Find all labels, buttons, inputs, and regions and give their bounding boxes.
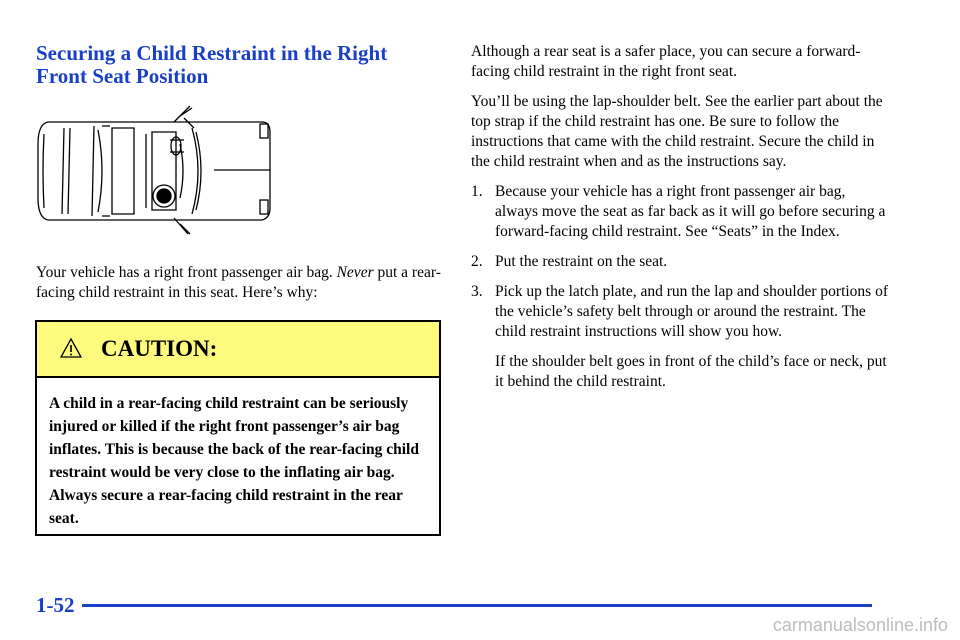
lead-paragraph <box>36 263 441 303</box>
caution-text: A child in a rear-facing child restraint can be seriously injured or killed if the right front passenger’s air bag inflates. This is because the back of the rear-facing child restraint would be very close to the inflating air bag. Always secure a rear-facing child restraint in the rear seat. <box>49 395 419 527</box>
caution-header <box>37 322 439 378</box>
step-text: Put the restraint on the seat. <box>495 253 668 270</box>
caution-title: CAUTION: <box>101 336 218 361</box>
list-item <box>471 282 891 392</box>
lead-text-2: put a rear-facing child restraint in this seat. Here’s why: <box>36 264 441 301</box>
watermark-url: carmanualsonline.info <box>772 615 948 635</box>
step-number: 3. <box>471 283 483 300</box>
paragraph-rear-seat: Although a rear seat is a safer place, you can secure a forward-facing child restraint in the right front seat. <box>471 43 861 80</box>
step-text: Because your vehicle has a right front passenger air bag, always move the seat as far back as it will go before securing a forward-facing child restraint. See “Seats” in the Index. <box>495 183 886 240</box>
paragraph-lap-shoulder: You’ll be using the lap-shoulder belt. See the earlier part about the top strap if the child restraint has one. Be sure to follow the instructions that came with the child restraint. Secure the child in the child restraint when and as the instructions say. <box>471 93 883 170</box>
page-number: 1-52 <box>36 593 75 617</box>
right-column <box>471 42 891 402</box>
list-item <box>471 252 891 272</box>
vehicle-top-view-icon <box>34 104 274 236</box>
lead-emphasis: Never <box>336 264 374 281</box>
step-text-continued: If the shoulder belt goes in front of the child’s face or neck, put it behind the child restraint. <box>495 353 887 390</box>
step-number: 1. <box>471 183 483 200</box>
caution-box <box>35 320 441 536</box>
warning-triangle-icon <box>59 337 83 359</box>
section-heading: Securing a Child Restraint in the Right Front Seat Position <box>36 41 388 88</box>
step-number: 2. <box>471 253 483 270</box>
lead-text-1: Your vehicle has a right front passenger air bag. <box>36 264 337 281</box>
footer-rule <box>82 604 872 607</box>
list-item <box>471 182 891 242</box>
step-text: Pick up the latch plate, and run the lap and shoulder portions of the vehicle’s safety belt through or around the restraint. The child restraint instructions will show you how. <box>495 283 889 340</box>
